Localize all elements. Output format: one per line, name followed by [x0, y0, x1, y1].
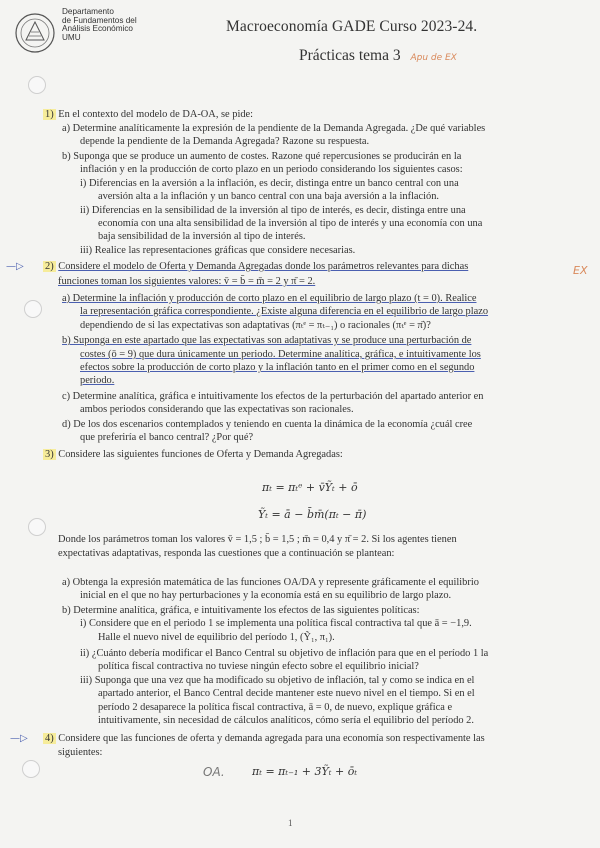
q3-biii-line1: iii) Suponga que una vez que ha modificado su objetivo de inflación, tal y como se indica en el	[80, 675, 475, 686]
q3-bii-line1: ii) ¿Cuánto debería modificar el Banco Central su objetivo de inflación para que en el período 1 la	[80, 648, 489, 659]
q3-params-line1: Donde los parámetros toman los valores v̄ = 1,5 ; b̄ = 1,5 ; m̄ = 0,4 y π̄ = 2. Si los agentes tienen	[58, 534, 457, 545]
q1-b-line1: b) Suponga que se produce un aumento de costes. Razone qué repercusiones se producirán en la	[62, 151, 462, 162]
q3-b-line1: b) Determine analítica, gráfica, e intuitivamente los efectos de las siguientes políticas:	[62, 605, 420, 616]
question-4	[43, 733, 485, 744]
q1-b-line2: inflación y en la producción de corto plazo en un periodo considerando los siguientes casos:	[80, 164, 463, 175]
q2-c-line2: ambos periodos considerando que las expectativas son racionales.	[80, 404, 354, 415]
q2-a-line1	[62, 293, 477, 304]
q4-handwritten-label: OA.	[203, 765, 225, 779]
question-number: 2)	[45, 261, 54, 272]
q3-intro: Considere las siguientes funciones de Oferta y Demanda Agregadas:	[58, 449, 343, 460]
q3-bi-line2: Halle el nuevo nivel de equilibrio del período 1, (Ỹ₁, π₁).	[98, 632, 335, 643]
q3-a-line2: inicial en el que no hay perturbaciones y la economía está en su equilibrio de largo plazo.	[80, 590, 452, 601]
q1-a-line1: a) Determine analíticamente la expresión de la pendiente de la Demanda Agregada. ¿De qué variables	[62, 123, 486, 134]
q4-line1: Considere que las funciones de oferta y demanda agregada para una economía son respectivamente las	[58, 733, 485, 744]
dept-line: Análisis Económico	[62, 24, 133, 34]
q3-biii-line3: período 2 desaparece la política fiscal contractiva, ā = 0, de nuevo, explique gráfica e	[98, 702, 453, 713]
punch-hole	[24, 300, 42, 318]
dept-line: de Fundamentos del	[62, 15, 137, 25]
document-title: Macroeconomía GADE Curso 2023-24.	[226, 18, 478, 35]
q3-a-line1: a) Obtenga la expresión matemática de las funciones OA/DA y represente gráficamente el equilibrio	[62, 577, 479, 588]
q1-bii-line2: economía con una alta sensibilidad de la inversión al tipo de interés y una economía con una	[98, 218, 483, 229]
question-number: 4)	[45, 733, 54, 744]
handwritten-note: Apu de EX	[410, 53, 457, 63]
q2-b-line3: efectos sobre la producción de corto plazo y la inflación tanto en el primer como en el segundo	[80, 362, 475, 373]
q2-b-line2: costes (ō = 9) que dura únicamente un periodo. Determine analítica, gráfica, e intuitivamente los	[80, 349, 481, 360]
q1-bii-line1: ii) Diferencias en la sensibilidad de la inversión al tipo de interés, es decir, distinga entre una	[80, 205, 466, 216]
q3-biii-line4: intuitivamente, sin necesidad de cálculos analíticos, cómo sería el equilibrio del período 2.	[98, 715, 474, 726]
punch-hole	[28, 76, 46, 94]
q1-biii: iii) Realice las representaciones gráficas que considere necesarias.	[80, 245, 356, 256]
q2-b-line1: b) Suponga en este apartado que las expectativas son adaptativas y se produce una perturbación de	[62, 335, 472, 346]
q2-line2: funciones toman los siguientes valores: v̄ = b̄ = m̄ = 2 y π̄ = 2.	[58, 276, 316, 287]
punch-hole	[28, 518, 46, 536]
question-number: 1)	[45, 109, 54, 120]
university-seal-logo	[14, 12, 56, 54]
q2-a-text: a) Determine la inflación y producción de corto plazo en el equilibrio de largo plazo (t = 0). Realice	[62, 293, 477, 304]
q2-b-line4: periodo.	[80, 375, 115, 386]
q1-bii-line3: baja sensibilidad de la inversión al tipo de interés.	[98, 231, 306, 242]
question-number: 3)	[45, 449, 54, 460]
q1-intro: En el contexto del modelo de DA-OA, se pide:	[58, 109, 254, 120]
q3-params-line2: expectativas adaptativas, responda las cuestiones que a continuación se plantean:	[58, 548, 395, 559]
q2-d-line2: que preferiría el banco central? ¿Por qué?	[80, 432, 254, 443]
department-block	[62, 8, 137, 42]
subtitle-text: Prácticas tema 3	[299, 47, 401, 64]
question-3	[43, 449, 343, 460]
margin-arrow: —▷	[10, 733, 28, 744]
dept-line: Departamento	[62, 7, 114, 16]
margin-ex-label: EX	[573, 264, 588, 277]
question-2	[43, 261, 468, 272]
q2-a-line2: la representación gráfica correspondiente. ¿Existe alguna diferencia en el equilibrio de largo plazo	[80, 306, 489, 317]
q2-c-line1: c) Determine analítica, gráfica e intuitivamente los efectos de la perturbación del apartado anterior en	[62, 391, 484, 402]
page-number: 1	[288, 818, 293, 828]
q4-equation-supply: πₜ = πₜ₋₁ + 3Ỹₜ + ōₜ	[252, 765, 358, 778]
q1-a-line2: depende la pendiente de la Demanda Agregada? Razone su respuesta.	[80, 136, 370, 147]
question-1	[43, 109, 253, 120]
q3-equation-supply: πₜ = πₜᵉ + v̄Ỹₜ + ō	[262, 481, 358, 494]
punch-hole	[22, 760, 40, 778]
q1-bi-line2: aversión alta a la inflación y un banco central con una baja aversión a la inflación.	[98, 191, 440, 202]
q1-bi-line1: i) Diferencias en la aversión a la inflación, es decir, distinga entre un banco central con una	[80, 178, 459, 189]
q3-equation-demand: Ỹₜ = ā − b̄m̄(πₜ − π̄)	[258, 508, 367, 521]
q3-biii-line2: apartado anterior, el Banco Central decide mantener este nuevo nivel en el tiempo. Si en el	[98, 688, 475, 699]
q2-line1: Considere el modelo de Oferta y Demanda Agregadas donde los parámetros relevantes para dichas	[58, 261, 469, 272]
q2-a-line3: dependiendo de si las expectativas son adaptativas (πₜᵉ = πₜ₋₁) o racionales (πₜᵉ = π̄)?	[80, 320, 431, 331]
q3-bi-line1: i) Considere que en el periodo 1 se implementa una política fiscal contractiva tal que ā = −1,9.	[80, 618, 472, 629]
q3-bii-line2: política fiscal contractiva no tuviese ningún efecto sobre el equilibrio inicial?	[98, 661, 419, 672]
document-subtitle	[299, 47, 457, 65]
q2-d-line1: d) De los dos escenarios contemplados y teniendo en cuenta la dinámica de la economía ¿cuál cree	[62, 419, 473, 430]
q4-line2: siguientes:	[58, 747, 103, 758]
dept-line: UMU	[62, 32, 81, 42]
margin-arrow: —▷	[6, 261, 24, 272]
